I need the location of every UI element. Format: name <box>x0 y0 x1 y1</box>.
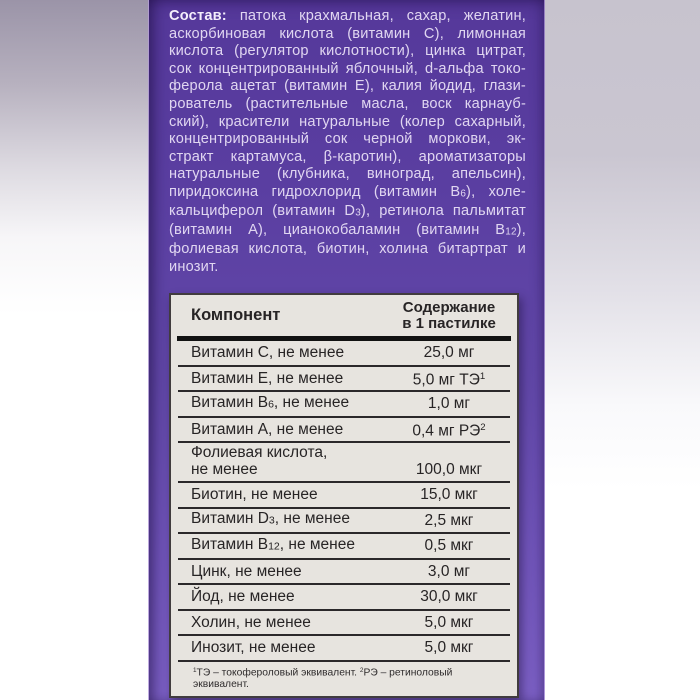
component-name-cell <box>191 510 393 530</box>
text-segment: Инозит, не менее <box>191 639 316 657</box>
text-segment: Витамин С, не менее <box>191 344 345 362</box>
table-row <box>171 611 517 635</box>
component-name-cell <box>191 563 393 580</box>
text-segment: Фолиевая кислота, <box>191 444 328 461</box>
text-segment: 2 <box>480 422 486 434</box>
text-segment: кислота (регулятор кислотности), цинка цитрат, <box>169 43 526 60</box>
component-name-cell <box>191 486 393 503</box>
table-row <box>171 367 517 391</box>
composition-line <box>169 131 526 149</box>
component-name-cell <box>191 394 393 414</box>
text-segment: Витамин В <box>191 393 269 411</box>
text-segment: 30,0 мкг <box>420 588 478 606</box>
text-segment: 1,0 мг <box>427 395 471 413</box>
text-segment: 25,0 мг <box>423 344 475 362</box>
text-segment: 15,0 мкг <box>420 486 478 504</box>
text-segment: 100,0 мкг <box>415 461 483 478</box>
content-value-cell <box>393 344 505 361</box>
text-segment: Цинк, не менее <box>191 562 302 580</box>
composition-line <box>169 26 526 44</box>
text-segment: 12 <box>268 540 280 553</box>
composition-line <box>169 203 526 222</box>
text-segment: стракт картамуса, β-каротин), ароматизаторы <box>169 148 526 165</box>
text-segment: 0,4 мг РЭ <box>412 422 481 440</box>
text-segment: Биотин, не менее <box>191 486 318 504</box>
table-row <box>171 443 517 481</box>
text-segment: 3 <box>268 515 275 527</box>
table-row <box>171 418 517 442</box>
text-segment: патока крахмальная, сахар, желатин, <box>226 8 526 24</box>
text-segment: 2 <box>359 666 364 674</box>
content-value-cell <box>393 419 505 439</box>
composition-line <box>169 78 526 96</box>
text-segment: не менее <box>191 461 258 478</box>
table-footnote <box>171 662 517 697</box>
content-value-cell <box>393 461 505 478</box>
text-segment: 5,0 мг ТЭ <box>412 371 480 389</box>
composition-line <box>169 61 526 79</box>
text-segment: Холин, не менее <box>191 613 311 631</box>
text-segment: 6 <box>460 188 467 200</box>
text-segment: аскорбиновая кислота (витамин С), лимонная <box>169 25 526 42</box>
text-segment: 1 <box>479 371 486 383</box>
text-segment: 0,5 мкг <box>424 537 474 555</box>
text-segment: рователь (растительные масла, воск карнауб- <box>169 95 526 112</box>
text-segment: 5,0 мкг <box>424 639 474 657</box>
text-segment: ферола ацетат (витамин Е), калия йодид, глази- <box>169 78 526 95</box>
component-name-cell <box>191 639 393 656</box>
component-name-cell <box>191 344 393 361</box>
content-value-cell <box>393 512 505 529</box>
column-header-component: Компонент <box>191 306 281 324</box>
text-segment: 3 <box>355 207 361 219</box>
content-value-cell <box>393 486 505 503</box>
content-value-cell <box>393 588 505 605</box>
nutrition-table-card <box>169 293 519 698</box>
content-value-cell <box>393 537 505 554</box>
text-segment: 3,0 мг <box>427 562 471 580</box>
text-segment: ), холе- <box>466 183 526 200</box>
text-segment: Витамин D <box>191 510 269 528</box>
composition-line <box>169 259 526 277</box>
table-row <box>171 534 517 558</box>
component-name-cell <box>191 614 393 631</box>
component-name-cell <box>191 370 393 387</box>
composition-line <box>169 96 526 114</box>
background-left <box>0 0 149 700</box>
text-segment: РЭ – ретиноловый эквивалент. <box>193 667 453 690</box>
text-segment: пиридоксина гидрохлорид (витамин В <box>169 183 461 200</box>
component-name-cell <box>191 421 393 438</box>
column-header-content-line1: Содержание <box>402 298 496 316</box>
text-segment: ), ретинола пальмитат <box>360 203 526 220</box>
background-right <box>545 0 700 700</box>
table-row <box>171 483 517 507</box>
text-segment: 1 <box>193 666 197 674</box>
text-segment: , не менее <box>274 510 350 528</box>
text-segment: Состав: <box>169 8 227 24</box>
text-segment: натуральные (клубника, виноград, апельсин), <box>169 166 526 183</box>
content-value-cell <box>393 563 505 580</box>
table-header-row <box>171 295 517 336</box>
composition-line <box>169 222 526 241</box>
text-segment: ский), красители натуральные (колер сахарный, <box>169 113 526 130</box>
component-name-cell <box>191 588 393 605</box>
text-segment: Витамин В <box>191 535 269 553</box>
text-segment: (витамин А), цианокобаламин (витамин В <box>169 222 506 239</box>
text-segment: Витамин Е, не менее <box>191 369 344 387</box>
text-segment: концентрированный сок черной моркови, эк- <box>169 131 526 148</box>
component-name-cell <box>191 536 393 556</box>
table-row <box>171 341 517 365</box>
text-segment: Витамин А, не менее <box>191 420 344 438</box>
component-name-cell <box>191 444 393 478</box>
table-row <box>171 585 517 609</box>
content-value-cell <box>393 395 505 412</box>
package-back-panel <box>148 0 545 700</box>
composition-text <box>169 8 526 276</box>
table-row <box>171 509 517 533</box>
table-row <box>171 560 517 584</box>
text-segment: инозит. <box>169 258 219 275</box>
composition-line <box>169 149 526 167</box>
composition-line <box>169 43 526 61</box>
text-segment: 2,5 мкг <box>424 511 474 529</box>
text-segment: ), <box>516 222 526 239</box>
column-header-content-line2: в 1 пастилке <box>402 314 496 332</box>
text-segment: 5,0 мкг <box>424 613 474 631</box>
composition-line <box>169 114 526 132</box>
table-body <box>171 341 517 660</box>
text-segment: , не менее <box>279 535 355 553</box>
text-segment: ТЭ – токофероловый эквивалент. <box>196 667 360 678</box>
text-segment: 6 <box>268 398 274 411</box>
text-segment: , не менее <box>273 393 350 411</box>
content-value-cell <box>393 368 505 388</box>
text-segment: кальциферол (витамин D <box>169 203 356 220</box>
composition-line <box>169 241 526 259</box>
content-value-cell <box>393 639 505 656</box>
composition-line <box>169 166 526 184</box>
text-segment: сок концентрированный яблочный, d-альфа токо- <box>169 60 526 77</box>
table-row <box>171 636 517 660</box>
column-header-content <box>393 300 505 332</box>
content-value-cell <box>393 614 505 631</box>
table-row <box>171 392 517 416</box>
text-segment: фолиевая кислота, биотин, холина битартрат и <box>169 241 526 258</box>
composition-line <box>169 184 526 203</box>
text-segment: 12 <box>505 226 517 238</box>
text-segment: Йод, не менее <box>191 588 295 606</box>
composition-line <box>169 8 526 26</box>
